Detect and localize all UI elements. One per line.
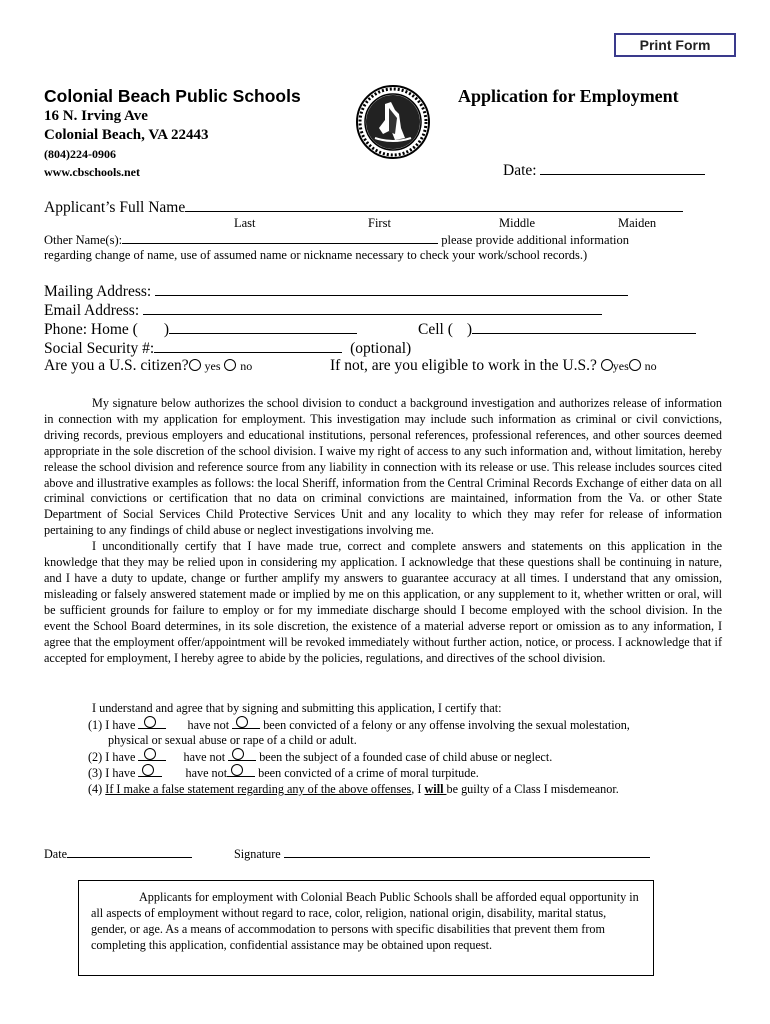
eligible-yes-label: yes [612,359,629,373]
name-sublabel-first: First [368,216,391,230]
authorization-paragraph-2: I unconditionally certify that I have made true, correct and complete answers and statements on this application in the knowledge that they may be relied upon in considering my application. I acknowledge that these questions shall be continuing in nature, and I have a duty to update, change or further amplify my answers to guarantee accuracy at all times. I understand that any omission, misleading or falsely answered statement made or implied by me on this application, or any supplement to it, whether written or oral, will be sufficient grounds for failure to employ or for my immediate discharge should I become employed with the school division. In the event the School Board determines, in its sole discretion, the existence of a material adverse report or omission as to any information, I agree that the employment offer/appointment will be revoked immediately without further action, notice, or process. I acknowledge that if accepted for employment, I hereby agree to abide by the policies, regulations, and directives of the school division. [44,539,722,665]
mailing-row [44,281,628,301]
other-names-note: please provide additional information [441,233,630,247]
cert-4-num: (4) [88,782,103,796]
other-names-note-2: regarding change of name, use of assumed name or nickname necessary to check your work/school records.) [44,248,588,262]
cert-1-not: have not [187,718,230,732]
cert-2-have-radio[interactable] [144,748,156,760]
eeo-notice-box [78,880,654,976]
citizen-yes-radio[interactable] [189,359,201,371]
full-name-input[interactable] [185,197,683,212]
virginia-seal-icon [355,84,431,160]
other-names-label: Other Name(s): [44,233,123,247]
citizen-no-label: no [240,359,253,373]
signature-input[interactable] [284,846,650,858]
cell-row [418,319,696,339]
ssn-label: Social Security #: [44,340,155,357]
other-names-input[interactable] [122,232,438,244]
sig-date-input[interactable] [67,846,192,858]
sig-date-label: Date [44,847,68,861]
org-phone: (804)224-0906 [44,147,116,161]
email-row [44,300,602,320]
cert-2-havenot-radio[interactable] [232,748,244,760]
cert-2-num: (2) I have [88,750,136,764]
phone-home-label: Phone: Home ( [44,321,138,338]
cert-3-text: been convicted of a crime of moral turpitude. [258,766,479,780]
name-sublabel-last: Last [234,216,256,230]
cert-1 [88,717,630,733]
full-name-label: Applicant’s Full Name [44,199,186,216]
cert-4-end: be guilty of a Class I misdemeanor. [446,782,619,796]
cert-2 [88,749,552,765]
eeo-notice: Applicants for employment with Colonial Beach Public Schools shall be afforded equal opportunity in all aspects of employment without regard to race, color, religion, national origin, disability, marital status, gender, or age. As a means of accommodation to persons with specific disabilities that prevent them from completing this application, confidential assistance may be obtained upon request. [91,890,639,952]
full-name-row [44,197,683,217]
home-phone-input[interactable] [169,319,357,334]
cert-1-have-radio[interactable] [144,716,156,728]
cert-4-will: will [424,782,444,796]
cert-3-have-input[interactable] [138,765,162,777]
eligible-no-label: no [644,359,657,373]
cert-2-havenot-input[interactable] [228,749,256,761]
ssn-optional: (optional) [350,340,412,357]
eligible-row [330,357,657,375]
authorization-text [44,396,722,666]
cert-3-not: have not [185,766,228,780]
cert-2-have-input[interactable] [138,749,166,761]
authorization-paragraph-1: My signature below authorizes the school division to conduct a background investigation and authorizes release of information in connection with my application for employment. This investigation may include such information as criminal or civil convictions, driving records, previous employers and educational institutions, personal references, professional references, and other sources deemed appropriate in the sole discretion of the school division. I waive my right of access to any such information and, without limitation, hereby release the school division and reference source from any liability in connection with its release or use. This release includes sources cited above and illustrative examples as follows: the local Sheriff, information from the Central Criminal Records Exchange of either data on all criminal convictions or certification that no data on criminal convictions are maintained, information from the Va. or other State Department of Social Services Child Protective Services Unit and any locality to which they may refer for release of information pertaining to any findings of child abuse or neglect investigations involving me. [44,396,722,538]
ssn-input[interactable] [154,338,342,353]
eligible-no-radio[interactable] [629,359,641,371]
org-street: 16 N. Irving Ave [44,108,148,124]
signature-row [234,846,650,862]
cert-3-havenot-input[interactable] [227,765,255,777]
cert-3-havenot-radio[interactable] [231,764,243,776]
cert-1-num: (1) I have [88,718,136,732]
sig-date-row [44,846,192,862]
citizen-yes-label: yes [204,359,221,373]
cert-4 [88,781,619,797]
other-names-row [44,232,629,248]
cert-3-have-radio[interactable] [142,764,154,776]
cert-2-not: have not [183,750,226,764]
cert-4-mid: , I [411,782,425,796]
email-label: Email Address: [44,302,140,319]
cell-label: Cell ( [418,321,453,338]
eligible-question: If not, are you eligible to work in the U.S.? [330,357,597,374]
certify-intro: I understand and agree that by signing and submitting this application, I certify that: [92,701,502,715]
citizen-row [44,357,252,375]
name-sublabel-middle: Middle [499,216,536,230]
cert-1-text: been convicted of a felony or any offense involving the sexual molestation, [263,718,630,732]
document-title: Application for Employment [458,86,679,106]
mailing-input[interactable] [155,281,628,296]
print-form-button[interactable]: Print Form [614,33,736,57]
cert-1-have-input[interactable] [138,717,166,729]
cert-3-num: (3) I have [88,766,136,780]
cert-4-underlined: If I make a false statement regarding any of the above offenses [105,782,412,796]
ssn-row [44,338,411,358]
cell-close: ) [466,321,473,338]
cert-1-havenot-input[interactable] [232,717,260,729]
name-sublabel-maiden: Maiden [618,216,657,230]
cell-phone-input[interactable] [472,319,696,334]
mailing-label: Mailing Address: [44,283,152,300]
eligible-yes-radio[interactable] [601,359,613,371]
phone-home-close: ) [163,321,170,338]
cert-2-text: been the subject of a founded case of child abuse or neglect. [259,750,553,764]
date-input[interactable] [540,160,705,175]
citizen-question: Are you a U.S. citizen? [44,357,189,374]
date-label: Date: [503,162,537,179]
citizen-no-radio[interactable] [224,359,236,371]
org-name: Colonial Beach Public Schools [44,86,301,106]
org-website: www.cbschools.net [44,165,141,179]
signature-label: Signature [234,847,281,861]
phone-home-row [44,319,357,339]
email-input[interactable] [143,300,602,315]
org-city: Colonial Beach, VA 22443 [44,127,209,143]
date-field [503,160,705,180]
cert-1-havenot-radio[interactable] [236,716,248,728]
cert-3 [88,765,479,781]
cert-1-cont: physical or sexual abuse or rape of a child or adult. [108,733,357,747]
